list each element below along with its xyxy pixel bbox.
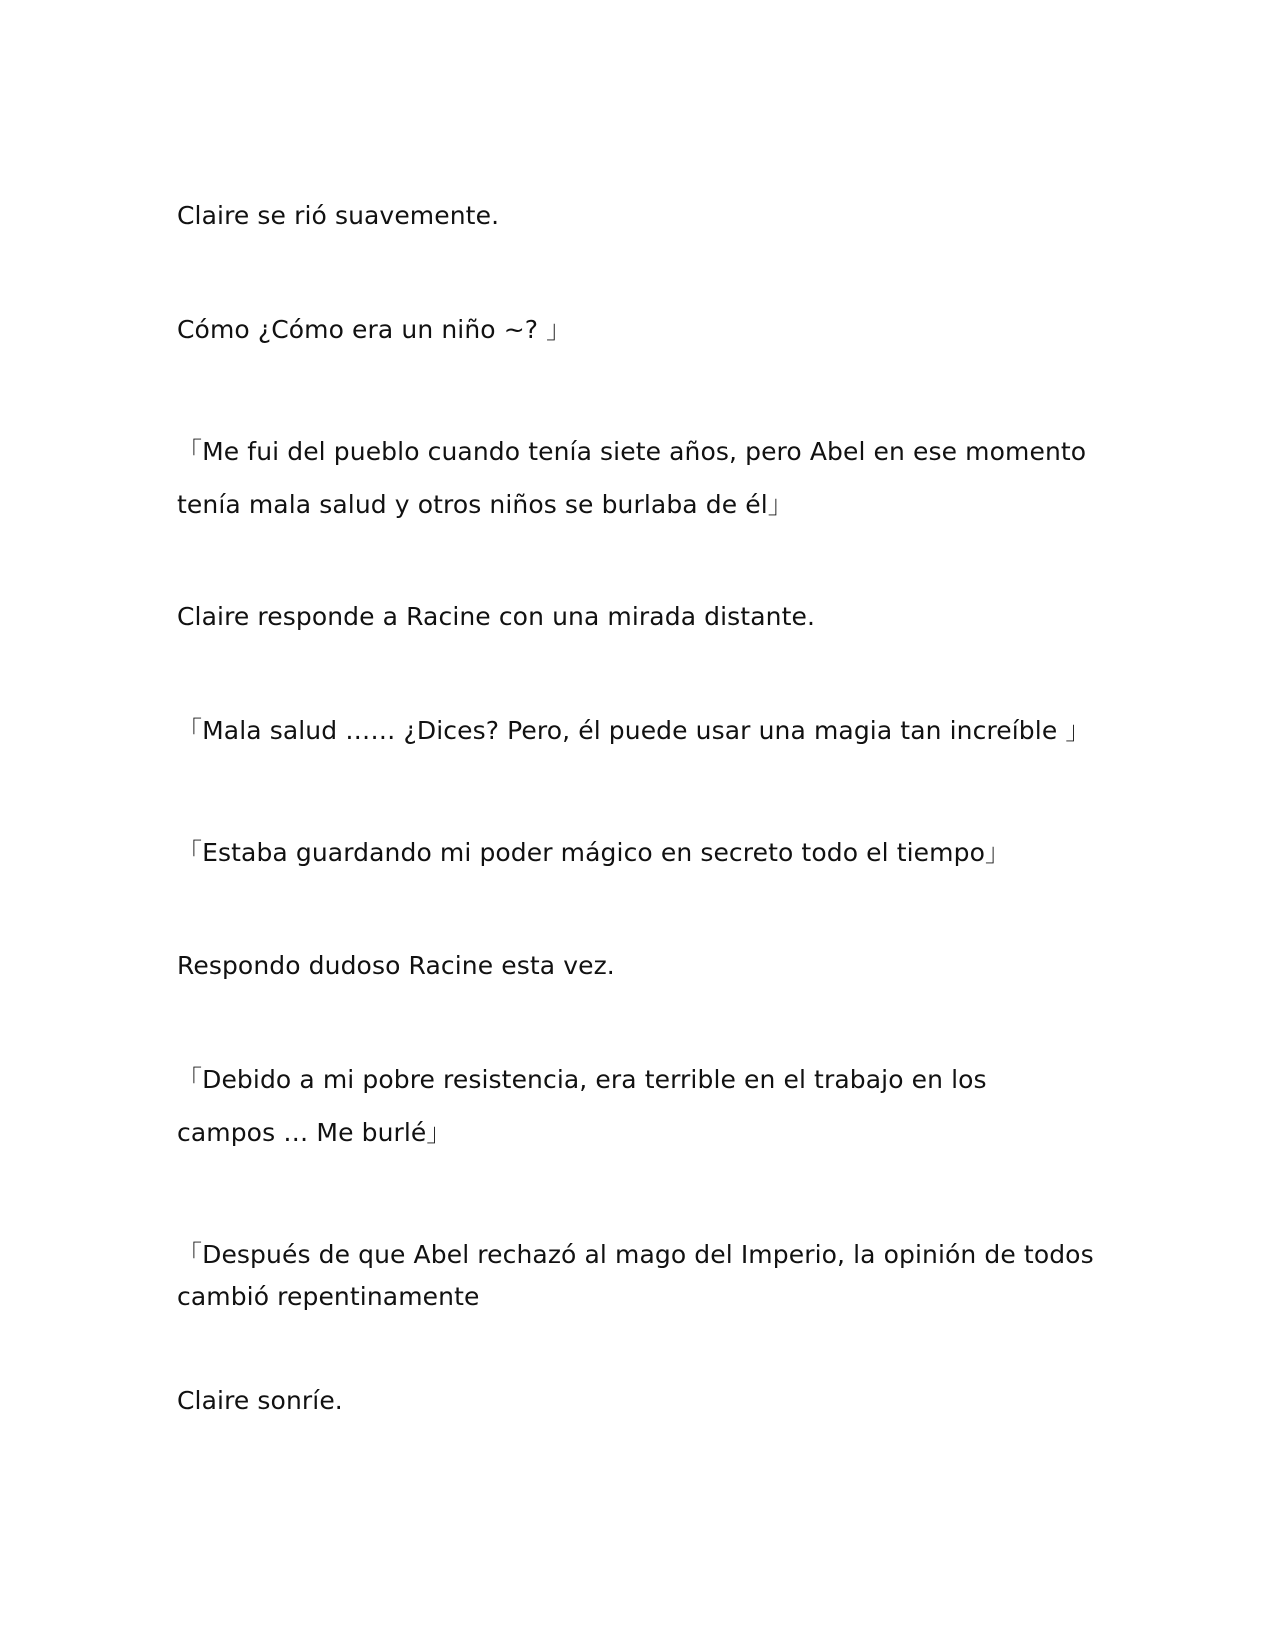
- dialogue-line: cambió repentinamente: [177, 1282, 480, 1311]
- dialogue-line: campos … Me burlé」: [177, 1118, 452, 1147]
- dialogue-line: Cómo ¿Cómo era un niño ~? 」: [177, 315, 572, 344]
- dialogue-line: 「Estaba guardando mi poder mágico en secreto todo el tiempo」: [177, 838, 1011, 867]
- paragraph-line: Respondo dudoso Racine esta vez.: [177, 951, 615, 980]
- dialogue-line: 「Mala salud …… ¿Dices? Pero, él puede usar una magia tan increíble 」: [177, 716, 1091, 745]
- dialogue-line: tenía mala salud y otros niños se burlaba de él」: [177, 490, 793, 519]
- paragraph-line: Claire sonríe.: [177, 1386, 343, 1415]
- dialogue-line: 「Me fui del pueblo cuando tenía siete años, pero Abel en ese momento: [177, 437, 1087, 466]
- dialogue-line: 「Después de que Abel rechazó al mago del Imperio, la opinión de todos: [177, 1240, 1094, 1269]
- dialogue-line: 「Debido a mi pobre resistencia, era terrible en el trabajo en los: [177, 1065, 987, 1094]
- paragraph-line: Claire se rió suavemente.: [177, 201, 500, 230]
- paragraph-line: Claire responde a Racine con una mirada distante.: [177, 602, 815, 631]
